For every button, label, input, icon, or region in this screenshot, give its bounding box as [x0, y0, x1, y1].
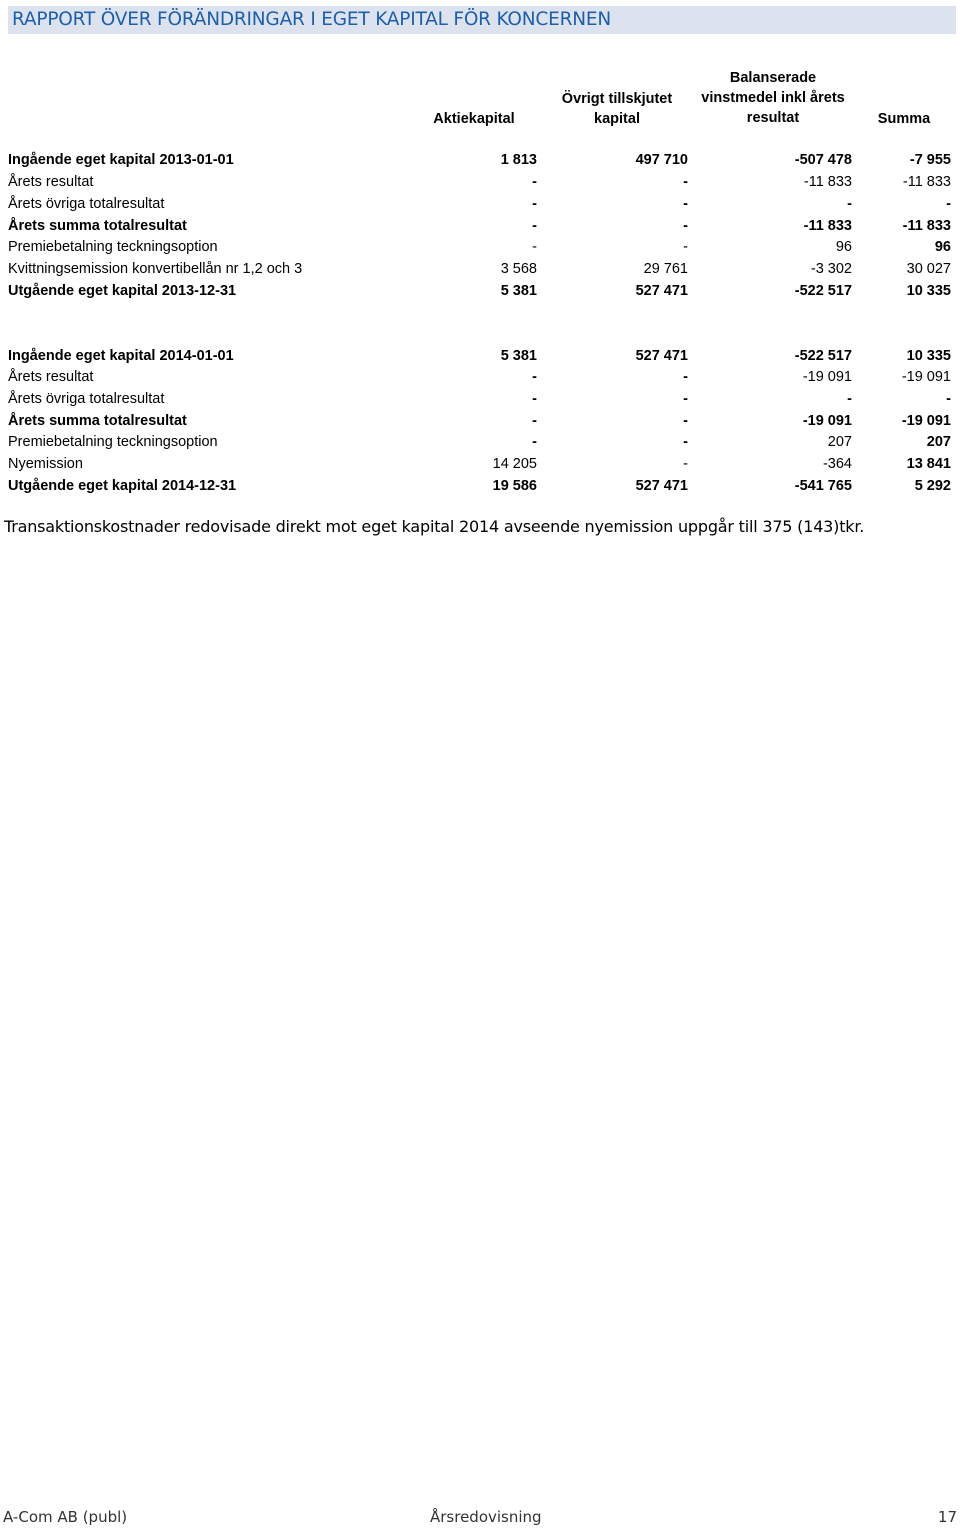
cell-value: - [946, 196, 951, 212]
cell-value: - [532, 196, 537, 212]
table-row [0, 434, 960, 454]
cell-value: - [683, 196, 688, 212]
row-label: Nyemission [8, 456, 83, 472]
row-label: Utgående eget kapital 2014-12-31 [8, 478, 237, 494]
cell-value: - [532, 413, 537, 429]
cell-value: -364 [822, 456, 852, 472]
row-label: Ingående eget kapital 2013-01-01 [8, 152, 234, 168]
cell-value: - [847, 196, 852, 212]
row-label: Årets summa totalresultat [8, 413, 187, 429]
table-row [0, 478, 960, 498]
cell-value: 10 335 [906, 348, 951, 364]
col-head-balanserade-line1: Balanserade [729, 70, 817, 86]
col-head-ovrigt [550, 89, 684, 129]
row-label: Årets övriga totalresultat [8, 391, 165, 407]
cell-value: - [683, 369, 688, 385]
cell-value: 5 381 [500, 348, 537, 364]
cell-value: - [532, 218, 537, 234]
row-label: Kvittningsemission konvertibellån nr 1,2 och 3 [8, 261, 303, 277]
cell-value: - [683, 218, 688, 234]
cell-value: - [683, 391, 688, 407]
col-head-balanserade-line3: resultat [746, 110, 800, 126]
cell-value: 497 710 [635, 152, 688, 168]
cell-value: 96 [835, 239, 852, 255]
row-label: Årets övriga totalresultat [8, 196, 165, 212]
row-label: Årets summa totalresultat [8, 218, 187, 234]
title-bar [8, 6, 956, 34]
cell-value: 19 586 [492, 478, 537, 494]
col-head-balanserade [693, 68, 853, 128]
cell-value: 14 205 [492, 456, 537, 472]
table-row [0, 174, 960, 194]
cell-value: 30 027 [906, 261, 951, 277]
cell-value: 3 568 [500, 261, 537, 277]
row-label: Premiebetalning teckningsoption [8, 434, 218, 450]
cell-value: - [532, 434, 537, 450]
cell-value: 29 761 [643, 261, 688, 277]
cell-value: 527 471 [635, 348, 688, 364]
cell-value: - [683, 413, 688, 429]
cell-value: -11 833 [803, 218, 852, 234]
cell-value: -11 833 [902, 218, 951, 234]
cell-value: -541 765 [794, 478, 852, 494]
cell-value: 207 [926, 434, 951, 450]
row-label: Årets resultat [8, 369, 94, 385]
table-row [0, 456, 960, 476]
cell-value: - [683, 239, 688, 255]
cell-value: -19 091 [802, 413, 852, 429]
col-head-summa: Summa [877, 111, 931, 127]
footer-page-number: 17 [937, 1508, 957, 1526]
row-label: Premiebetalning teckningsoption [8, 239, 218, 255]
col-head-aktiekapital: Aktiekapital [433, 111, 515, 127]
cell-value: -507 478 [794, 152, 852, 168]
cell-value: 527 471 [635, 283, 688, 299]
cell-value: -522 517 [794, 348, 852, 364]
cell-value: - [532, 391, 537, 407]
cell-value: -3 302 [810, 261, 852, 277]
table-row [0, 369, 960, 389]
note-text: Transaktionskostnader redovisade direkt mot eget kapital 2014 avseende nyemission uppgår till 375 (143)tkr. [4, 517, 865, 536]
cell-value: - [532, 239, 537, 255]
cell-value: - [683, 456, 688, 472]
cell-value: 96 [934, 239, 951, 255]
col-head-balanserade-line2: vinstmedel inkl årets [701, 90, 845, 106]
cell-value: -19 091 [802, 369, 852, 385]
cell-value: - [946, 391, 951, 407]
cell-value: 13 841 [906, 456, 951, 472]
table-row [0, 239, 960, 259]
cell-value: -11 833 [902, 174, 951, 190]
page-title: RAPPORT ÖVER FÖRÄNDRINGAR I EGET KAPITAL FÖR KONCERNEN [12, 9, 612, 30]
cell-value: - [532, 369, 537, 385]
table-row [0, 391, 960, 411]
cell-value: 207 [827, 434, 852, 450]
cell-value: -11 833 [803, 174, 852, 190]
cell-value: -19 091 [901, 369, 951, 385]
cell-value: - [532, 174, 537, 190]
table-row [0, 218, 960, 238]
footer-document: Årsredovisning [430, 1508, 542, 1526]
cell-value: - [683, 434, 688, 450]
table-row [0, 196, 960, 216]
cell-value: -19 091 [901, 413, 951, 429]
cell-value: -522 517 [794, 283, 852, 299]
cell-value: 527 471 [635, 478, 688, 494]
table-row [0, 152, 960, 172]
row-label: Årets resultat [8, 174, 94, 190]
col-head-ovrigt-line1: Övrigt tillskjutet [561, 91, 673, 107]
cell-value: 1 813 [500, 152, 537, 168]
footer-company: A-Com AB (publ) [3, 1508, 128, 1526]
table-row [0, 413, 960, 433]
col-head-ovrigt-line2: kapital [594, 111, 640, 127]
table-row [0, 283, 960, 303]
cell-value: 5 292 [914, 478, 951, 494]
table-row [0, 348, 960, 368]
row-label: Ingående eget kapital 2014-01-01 [8, 348, 234, 364]
cell-value: 5 381 [500, 283, 537, 299]
table-row [0, 261, 960, 281]
cell-value: - [847, 391, 852, 407]
row-label: Utgående eget kapital 2013-12-31 [8, 283, 237, 299]
cell-value: - [683, 174, 688, 190]
cell-value: 10 335 [906, 283, 951, 299]
cell-value: -7 955 [909, 152, 951, 168]
